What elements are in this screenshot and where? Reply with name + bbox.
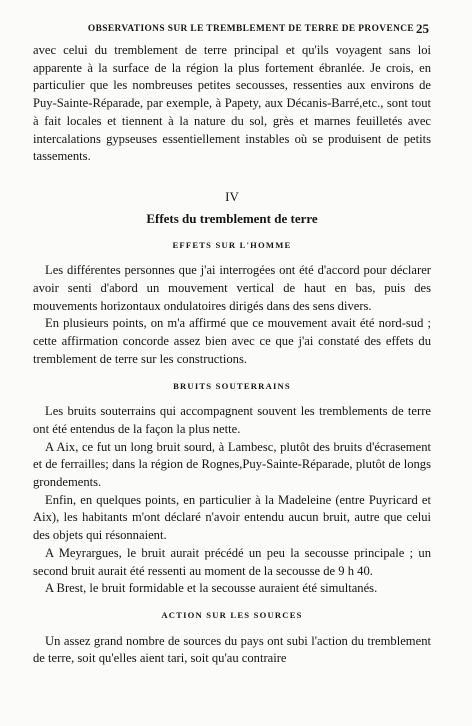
paragraph: Un assez grand nombre de sources du pays ont subi l'action du tremblement de terre, soit qu'elles aient tari, soit qu'au contraire [33,633,431,666]
paragraph: A Meyrargues, le bruit aurait précédé un peu la secousse principale ; un second bruit aurait été ressenti au moment de la secousse de 9 h 40. [33,545,431,578]
section-heading-bruits: BRUITS SOUTERRAINS [173,380,291,391]
paragraph: Enfin, en quelques points, en particulier à la Madeleine (entre Puyricard et Aix), les habitants m'ont déclaré n'avoir entendu aucun bruit, autre que celui des objets qui résonnaient. [33,492,431,543]
section-heading-sources: ACTION SUR LES SOURCES [161,609,303,620]
running-title: OBSERVATIONS SUR LE TREMBLEMENT DE TERRE DE PROVENCE [87,24,415,34]
chapter-number: IV [225,188,239,204]
paragraph: A Brest, le bruit formidable et la secousse auraient été simultanés. [45,581,378,596]
paragraph: En plusieurs points, on m'a affirmé que ce mouvement avait été nord-sud ; cette affirmation concorde assez bien avec ce que j'ai constaté des effets du tremblement de terre sur les constructions. [33,316,431,366]
chapter-title: Effets du tremblement de terre [146,210,318,226]
section-heading-homme: EFFETS SUR L'HOMME [172,239,292,250]
intro-paragraph: avec celui du tremblement de terre principal et qu'ils voyagent sans loi apparente à la surface de la région la plus fortement ébranlée. Je crois, en particulier que les nombreuses petites secousses, ressenties aux environs de Puy-Sainte-Réparade, par exemple, à Papety, aux Décanis-Barré,etc., sont tout à fait locales et tiennent à la nature du sol, grès et marnes feuilletés avec intercalations gypseuses essentiellement instables où se produisent de petits tassements. [33,43,431,164]
paragraph: Les bruits souterrains qui accompagnent souvent les tremblements de terre ont été entendus de la façon la plus nette. [33,404,431,436]
paragraph: A Aix, ce fut un long bruit sourd, à Lambesc, plutôt des bruits d'écrasement et de ferrailles; dans la région de Rognes,Puy-Sainte-Réparade, plutôt de longs grondements. [33,439,431,490]
body-text [33,42,431,668]
page-number: 25 [416,21,429,36]
paragraph: Les différentes personnes que j'ai interrogées ont été d'accord pour déclarer avoir senti d'abord un mouvement vertical de haut en bas, puis des mouvements horizontaux ondulatoires dirigés dans des sens divers. [33,263,431,313]
